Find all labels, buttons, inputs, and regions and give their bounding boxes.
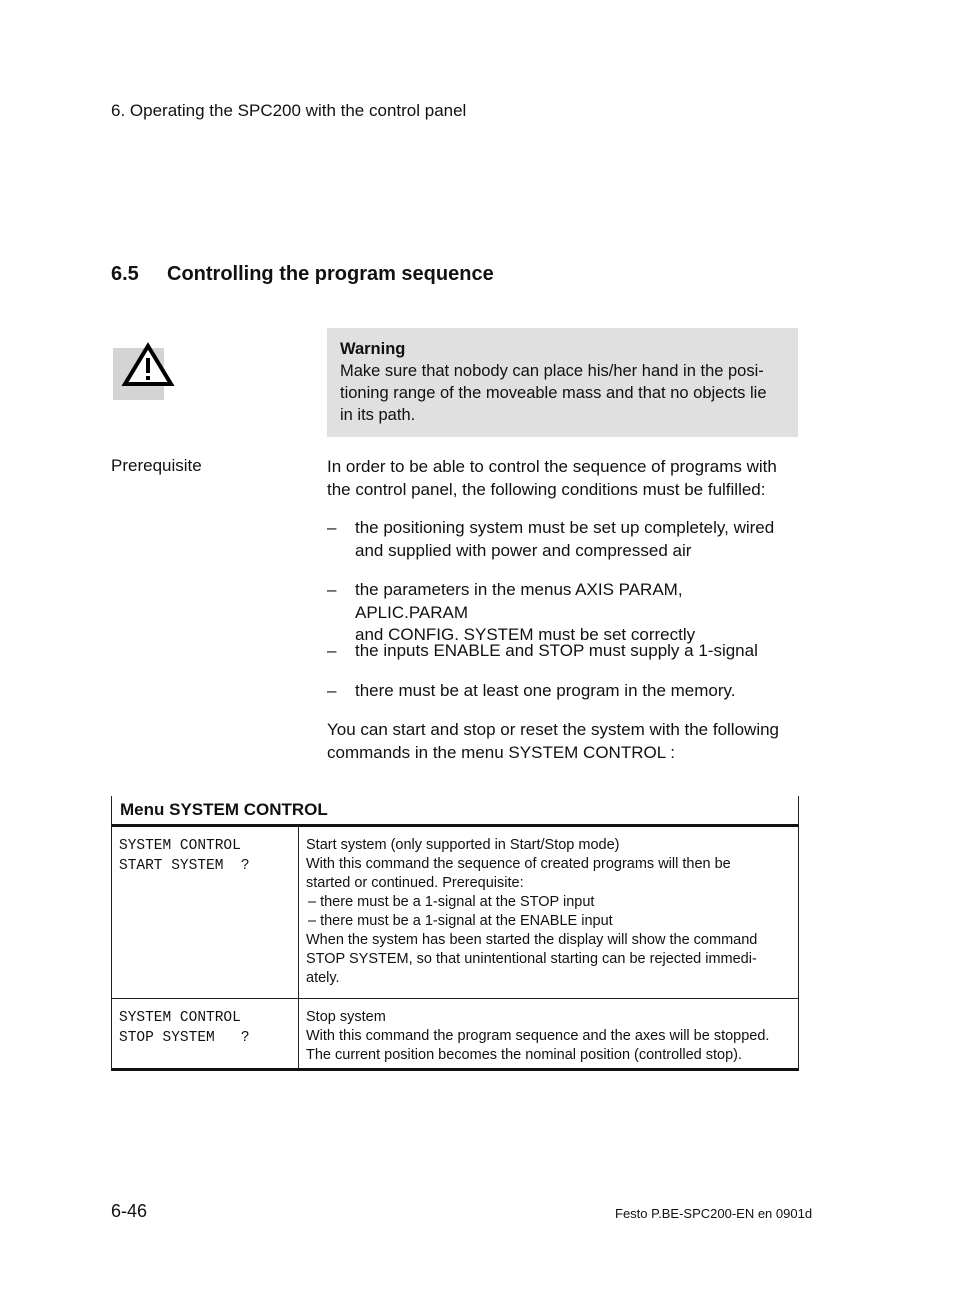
warning-line: in its path. — [340, 406, 416, 424]
code-line: SYSTEM CONTROL — [119, 838, 241, 854]
description-cell — [299, 827, 798, 998]
desc-line: – there must be a 1-signal at the STOP input — [308, 894, 595, 910]
warning-box — [327, 328, 798, 437]
bullet-line: and CONFIG. SYSTEM must be set correctly — [355, 625, 696, 644]
section-heading — [111, 263, 494, 286]
display-code-cell — [112, 827, 299, 998]
desc-line: Start system (only supported in Start/Stop mode) — [306, 837, 620, 853]
warning-line: Make sure that nobody can place his/her hand in the posi- — [340, 362, 764, 380]
desc-line: When the system has been started the display will show the command — [306, 932, 758, 948]
desc-line: With this command the sequence of created programs will then be — [306, 856, 731, 872]
prerequisite-label: Prerequisite — [111, 456, 202, 475]
list-item — [327, 680, 795, 703]
warning-triangle-glyph — [121, 342, 175, 393]
desc-line: ately. — [306, 970, 340, 986]
desc-line: The current position becomes the nominal position (controlled stop). — [306, 1047, 743, 1063]
section-title: Controlling the program sequence — [167, 263, 494, 285]
bullet-dash: – — [327, 580, 337, 599]
page-number: 6-46 — [111, 1201, 148, 1221]
bullet-line: the inputs ENABLE and STOP must supply a 1-signal — [355, 641, 758, 660]
desc-line: Stop system — [306, 1009, 386, 1025]
list-item — [327, 517, 795, 562]
code-line: STOP SYSTEM ? — [119, 1029, 250, 1046]
menu-table — [111, 796, 799, 1071]
list-item — [327, 579, 795, 647]
bullet-dash: – — [327, 681, 337, 700]
desc-line: With this command the program sequence and the axes will be stopped. — [306, 1028, 770, 1044]
desc-line: started or continued. Prerequisite: — [306, 875, 524, 891]
code-line: SYSTEM CONTROL — [119, 1010, 241, 1026]
warning-title: Warning — [340, 340, 406, 358]
prerequisite-outro — [327, 719, 795, 764]
intro-line: In order to be able to control the sequence of programs with — [327, 457, 777, 476]
section-number: 6.5 — [111, 263, 139, 285]
heading-menu-name: SYSTEM CONTROL — [169, 800, 328, 819]
bullet-dash: – — [327, 641, 337, 660]
table-row — [111, 999, 799, 1071]
bullet-dash: – — [327, 518, 337, 537]
bullet-line: and supplied with power and compressed air — [355, 540, 692, 560]
intro-line: the control panel, the following conditions must be fulfilled: — [327, 479, 766, 499]
list-item — [327, 640, 795, 663]
desc-line: – there must be a 1-signal at the ENABLE input — [308, 913, 613, 929]
desc-line: STOP SYSTEM, so that unintentional starting can be rejected immedi- — [306, 951, 757, 967]
menu-table-heading — [111, 796, 799, 827]
description-cell — [299, 999, 798, 1068]
bullet-line: the parameters in the menus AXIS PARAM, APLIC.PARAM — [355, 580, 683, 622]
document-reference: Festo P.BE-SPC200-EN en 0901d — [615, 1206, 813, 1221]
prerequisite-intro — [327, 456, 795, 501]
outro-line: You can start and stop or reset the system with the following — [327, 720, 780, 739]
running-header: 6. Operating the SPC200 with the control panel — [111, 101, 467, 120]
table-row — [111, 827, 799, 999]
display-code-cell — [112, 999, 299, 1068]
warning-line: tioning range of the moveable mass and that no objects lie — [340, 384, 767, 402]
bullet-line: there must be at least one program in the memory. — [355, 681, 736, 700]
heading-prefix: Menu — [120, 800, 170, 819]
bullet-line: the positioning system must be set up completely, wired — [355, 518, 775, 537]
outro-line: commands in the menu SYSTEM CONTROL : — [327, 742, 675, 762]
code-line: START SYSTEM ? — [119, 857, 250, 874]
